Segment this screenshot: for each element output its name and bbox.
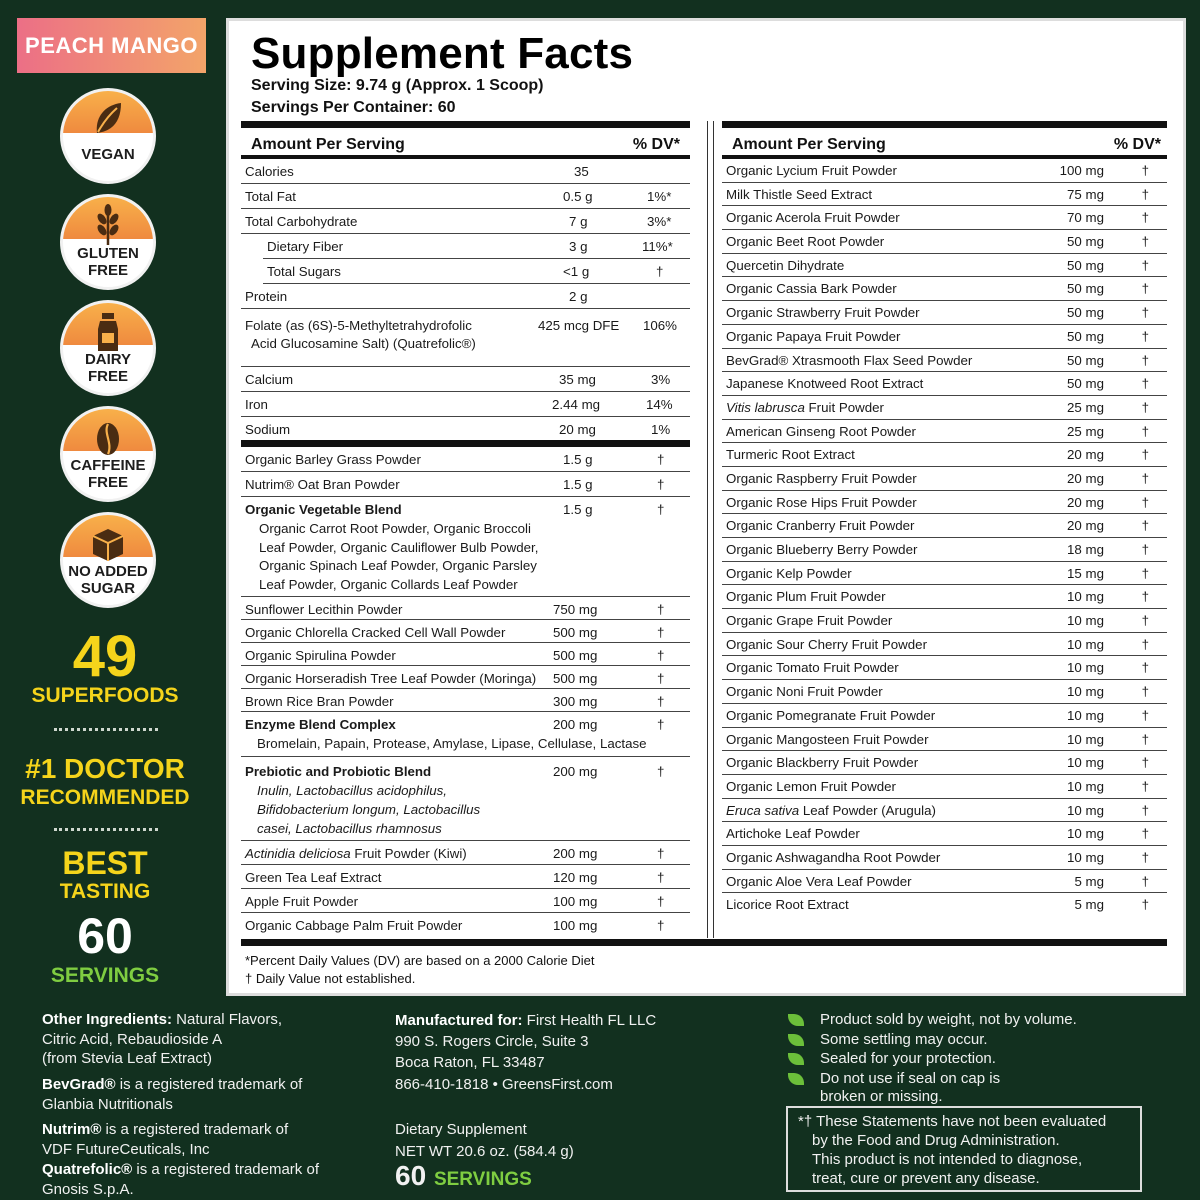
table-row: Organic Sour Cherry Fruit Powder 10 mg †	[722, 633, 1167, 657]
table-row: Organic Aloe Vera Leaf Powder 5 mg †	[722, 870, 1167, 894]
vegan-badge: VEGAN	[60, 88, 156, 184]
table-row: Calories 35	[241, 159, 690, 184]
trademark-quatrefolic: Quatrefolic® is a registered trademark of	[42, 1161, 319, 1178]
table-row: Quercetin Dihydrate 50 mg †	[722, 254, 1167, 278]
leaf-icon	[788, 1034, 804, 1046]
table-row: Green Tea Leaf Extract 120 mg †	[241, 865, 690, 889]
flavor-label: PEACH MANGO	[17, 18, 206, 73]
servings-label: SERVINGS	[50, 964, 160, 987]
servings-count-bottom: 60 SERVINGS	[395, 1160, 532, 1191]
trademark-nutrim: Nutrim® is a registered trademark of	[42, 1121, 289, 1138]
table-row: Organic Blackberry Fruit Powder 10 mg †	[722, 751, 1167, 775]
table-row: Organic Papaya Fruit Powder 50 mg †	[722, 325, 1167, 349]
table-row: Organic Rose Hips Fruit Powder 20 mg †	[722, 491, 1167, 515]
facts-right-column	[722, 121, 1167, 917]
leaf-icon	[788, 1053, 804, 1065]
table-row: Turmeric Root Extract 20 mg †	[722, 443, 1167, 467]
table-row: BevGrad® Xtrasmooth Flax Seed Powder 50 mg †	[722, 349, 1167, 373]
dietary-supplement: Dietary Supplement	[395, 1121, 527, 1138]
divider-dots	[54, 828, 158, 831]
table-row: Organic Pomegranate Fruit Powder 10 mg †	[722, 704, 1167, 728]
table-row: Licorice Root Extract 5 mg †	[726, 897, 1149, 913]
table-row: Organic Strawberry Fruit Powder 50 mg †	[722, 301, 1167, 325]
best-label: TASTING	[59, 880, 151, 903]
net-weight: NET WT 20.6 oz. (584.4 g)	[395, 1143, 574, 1160]
table-row: Actinidia deliciosa Fruit Powder (Kiwi) 200 mg †	[241, 841, 690, 865]
servings-count: 60	[77, 908, 133, 964]
table-row: Folate (as (6S)-5-Methyltetrahydrofolic Acid Glucosamine Salt) (Quatrefolic®) 425 mcg DFE 106%	[241, 309, 690, 367]
column-divider	[713, 121, 714, 938]
facts-title: Supplement Facts	[251, 29, 634, 78]
table-row: Organic Noni Fruit Powder 10 mg †	[722, 680, 1167, 704]
table-row: Sunflower Lecithin Powder 750 mg †	[241, 597, 690, 620]
supplement-facts-panel	[226, 18, 1186, 996]
gluten-free-badge: GLUTEN FREE	[60, 194, 156, 290]
list-item: Some settling may occur.	[788, 1030, 988, 1050]
sugar-cube-icon	[85, 519, 131, 565]
caffeine-free-badge: CAFFEINE FREE	[60, 406, 156, 502]
table-row: Organic Cassia Bark Powder 50 mg †	[722, 277, 1167, 301]
divider-dots	[54, 728, 158, 731]
table-row: Vitis labrusca Fruit Powder 25 mg †	[722, 396, 1167, 420]
table-row: Artichoke Leaf Powder 10 mg †	[722, 822, 1167, 846]
doctor-headline: #1 DOCTOR	[25, 753, 185, 784]
facts-left-column	[241, 121, 690, 937]
trademark-bevgrad: BevGrad® is a registered trademark of	[42, 1076, 303, 1093]
wheat-icon	[85, 201, 131, 247]
table-row: Enzyme Blend Complex 200 mg † Bromelain, Papain, Protease, Amylase, Lipase, Cellulase, Lactase	[241, 712, 690, 757]
footnote-dagger: † Daily Value not established.	[245, 971, 416, 986]
dairy-free-badge: DAIRY FREE	[60, 300, 156, 396]
table-row: Organic Mangosteen Fruit Powder 10 mg †	[722, 728, 1167, 752]
table-row: Organic Beet Root Powder 50 mg †	[722, 230, 1167, 254]
table-row: Organic Lycium Fruit Powder 100 mg †	[722, 159, 1167, 183]
table-row: Organic Grape Fruit Powder 10 mg †	[722, 609, 1167, 633]
footnote-dv: *Percent Daily Values (DV) are based on a 2000 Calorie Diet	[245, 953, 595, 968]
fda-disclaimer: *† These Statements have not been evaluated by the Food and Drug Administration. This product is not intended to diagnose, treat, cure or prevent any disease.	[786, 1106, 1142, 1192]
footnote-rule	[241, 939, 1167, 946]
table-row: Organic Horseradish Tree Leaf Powder (Moringa) 500 mg †	[241, 666, 690, 689]
left-column-header: Amount Per Serving % DV*	[241, 121, 690, 159]
leaf-icon	[788, 1073, 804, 1085]
table-row: Organic Cranberry Fruit Powder 20 mg †	[722, 514, 1167, 538]
table-row: Organic Kelp Powder 15 mg †	[722, 562, 1167, 586]
table-row: Organic Blueberry Berry Powder 18 mg †	[722, 538, 1167, 562]
table-row: Total Sugars <1 g †	[263, 259, 690, 284]
table-row: Apple Fruit Powder 100 mg †	[241, 889, 690, 913]
list-item: Sealed for your protection.	[788, 1049, 996, 1069]
table-row: Organic Vegetable Blend 1.5 g † Organic Carrot Root Powder, Organic Broccoli Leaf Powder, Organic Cauliflower Bulb Powder, Organic Spinach Leaf Powder, Organic Parsley Leaf Powder, Organic Collards Leaf Powder	[241, 497, 690, 597]
table-row: Japanese Knotweed Root Extract 50 mg †	[722, 372, 1167, 396]
table-row: Organic Chlorella Cracked Cell Wall Powder 500 mg †	[241, 620, 690, 643]
table-row: Calcium 35 mg 3%	[241, 367, 690, 392]
table-row: Organic Tomato Fruit Powder 10 mg †	[722, 656, 1167, 680]
best-headline: BEST	[62, 845, 148, 881]
doctor-label: RECOMMENDED	[20, 786, 190, 809]
table-row: Iron 2.44 mg 14%	[241, 392, 690, 417]
table-row: Dietary Fiber 3 g 11%*	[263, 234, 690, 259]
no-added-sugar-badge: NO ADDED SUGAR	[60, 512, 156, 608]
column-divider	[707, 121, 708, 938]
table-row: Protein 2 g	[241, 284, 690, 309]
table-row: Milk Thistle Seed Extract 75 mg †	[722, 183, 1167, 207]
table-row: Organic Ashwagandha Root Powder 10 mg †	[722, 846, 1167, 870]
list-item: Product sold by weight, not by volume.	[788, 1010, 1077, 1030]
superfoods-count: 49	[72, 624, 138, 689]
manufacturer-contact: 866-410-1818 • GreensFirst.com	[395, 1076, 613, 1093]
table-row: Sodium 20 mg 1%	[241, 417, 690, 447]
table-row: Total Fat 0.5 g 1%*	[241, 184, 690, 209]
table-row: Prebiotic and Probiotic Blend 200 mg † Inulin, Lactobacillus acidophilus, Bifidobacterium longum, Lactobacillus casei, Lactobacillus rhamnosus	[241, 757, 690, 841]
other-ingredients: Other Ingredients: Natural Flavors,	[42, 1011, 283, 1028]
table-row: Organic Acerola Fruit Powder 70 mg †	[722, 206, 1167, 230]
superfoods-label: SUPERFOODS	[31, 684, 179, 707]
list-item: Do not use if seal on cap is	[788, 1069, 1000, 1089]
table-row: American Ginseng Root Powder 25 mg †	[722, 420, 1167, 444]
leaf-icon	[85, 95, 131, 141]
table-row: Organic Barley Grass Powder 1.5 g †	[241, 447, 690, 472]
table-row: Organic Spirulina Powder 500 mg †	[241, 643, 690, 666]
table-row: Eruca sativa Leaf Powder (Arugula) 10 mg †	[722, 799, 1167, 823]
table-row: Organic Raspberry Fruit Powder 20 mg †	[722, 467, 1167, 491]
table-row: Organic Lemon Fruit Powder 10 mg †	[722, 775, 1167, 799]
manufacturer: Manufactured for: First Health FL LLC	[395, 1012, 657, 1029]
leaf-icon	[788, 1014, 804, 1026]
milk-bottle-icon	[85, 307, 131, 353]
table-row: Brown Rice Bran Powder 300 mg †	[241, 689, 690, 712]
servings-per-container: Servings Per Container: 60	[251, 99, 456, 116]
serving-size: Serving Size: 9.74 g (Approx. 1 Scoop)	[251, 77, 544, 94]
table-row: Nutrim® Oat Bran Powder 1.5 g †	[241, 472, 690, 497]
table-row: Total Carbohydrate 7 g 3%*	[241, 209, 690, 234]
table-row: Organic Plum Fruit Powder 10 mg †	[722, 585, 1167, 609]
sidebar	[0, 0, 215, 1000]
table-row: Organic Cabbage Palm Fruit Powder 100 mg †	[245, 918, 665, 933]
right-column-header: Amount Per Serving % DV*	[722, 121, 1167, 159]
coffee-bean-icon	[85, 413, 131, 459]
